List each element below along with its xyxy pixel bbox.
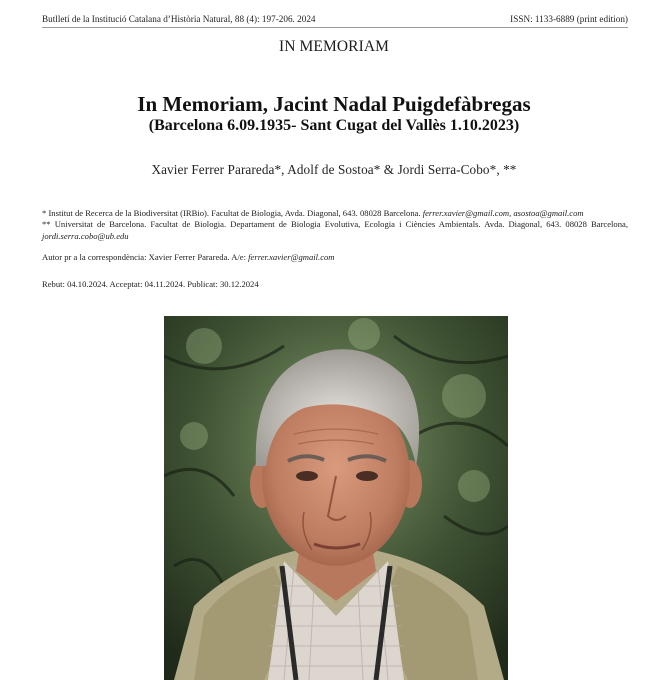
affiliation-1-emails[interactable]: ferrer.xavier@gmail.com, asostoa@gmail.com: [422, 208, 584, 218]
portrait-photo: [164, 316, 508, 680]
article-title: In Memoriam, Jacint Nadal Puigdefàbregas: [137, 92, 531, 116]
author-list: Xavier Ferrer Parareda*, Adolf de Sostoa* & Jordi Serra-Cobo*, **: [151, 162, 517, 177]
portrait-illustration: [164, 316, 508, 680]
affiliation-2: [42, 219, 628, 242]
publication-dates: Rebut: 04.10.2024. Acceptat: 04.11.2024. Publicat: 30.12.2024: [42, 279, 259, 289]
affiliation-1-text: * Institut de Recerca de la Biodiversitat (IRBio). Facultat de Biologia, Avda. Diagonal, 643. 08028 Barcelona.: [42, 208, 423, 218]
correspondence-line: [42, 252, 335, 262]
affiliation-2-email[interactable]: jordi.serra.cobo@ub.edu: [42, 230, 129, 241]
affiliation-1: [42, 208, 628, 220]
correspondence-label: Autor pr a la correspondència: Xavier Ferrer Parareda. A/e:: [42, 252, 249, 262]
running-header: [42, 14, 628, 28]
journal-citation: Butlletí de la Institució Catalana d’Història Natural, 88 (4): 197-206. 2024: [42, 14, 316, 24]
correspondence-email[interactable]: ferrer.xavier@gmail.com: [248, 252, 335, 262]
affiliation-2-text: ** Universitat de Barcelona. Facultat de Biologia. Departament de Biologia Evolutiva, Ecologia i Ciències Ambientals. Avda. Diagonal, 643. 08028 Barcelona,: [42, 219, 628, 229]
section-label: IN MEMORIAM: [278, 38, 390, 55]
article-subtitle: (Barcelona 6.09.1935- Sant Cugat del Vallès 1.10.2023): [148, 117, 520, 134]
issn-label: ISSN: 1133-6889 (print edition): [510, 14, 628, 24]
